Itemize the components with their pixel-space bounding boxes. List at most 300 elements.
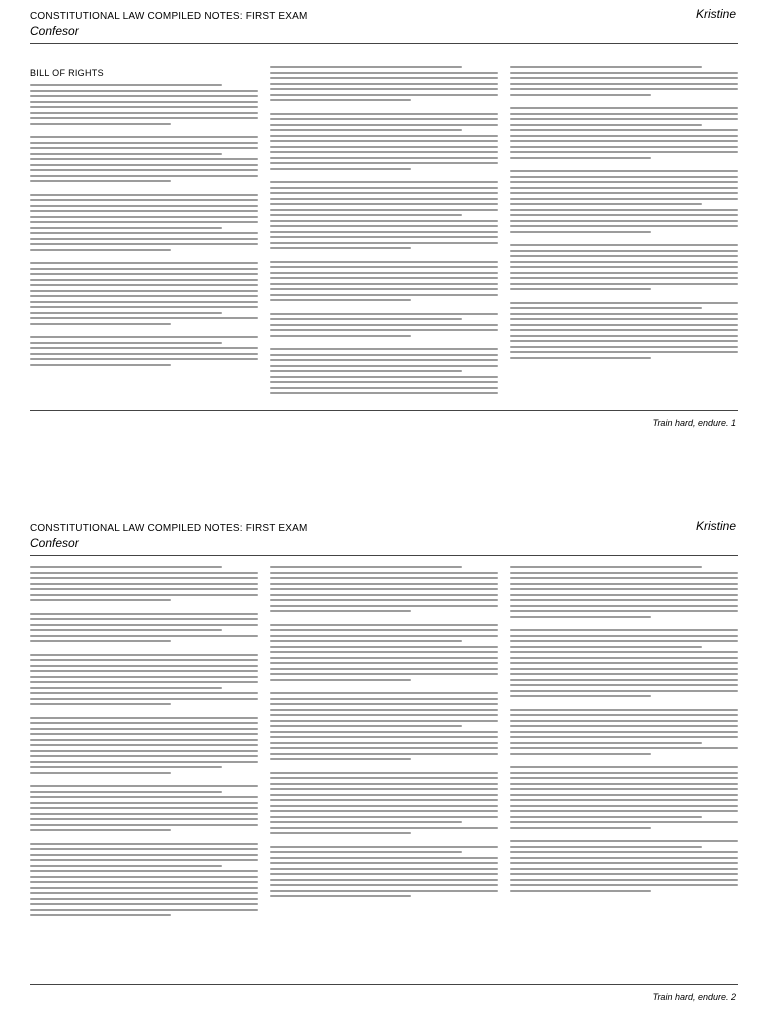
text-line bbox=[510, 140, 738, 142]
text-line bbox=[30, 829, 171, 831]
footer-divider bbox=[30, 984, 738, 985]
text-line bbox=[30, 342, 222, 344]
text-line bbox=[270, 594, 498, 596]
text-line bbox=[270, 668, 498, 670]
text-line bbox=[30, 887, 258, 889]
text-line bbox=[30, 698, 258, 700]
text-line bbox=[510, 277, 738, 279]
text-line bbox=[30, 317, 258, 319]
text-columns bbox=[30, 84, 738, 416]
text-line bbox=[30, 914, 171, 916]
text-line bbox=[270, 583, 498, 585]
text-line bbox=[510, 220, 738, 222]
text-line bbox=[510, 318, 738, 320]
text-line bbox=[270, 851, 462, 853]
text-line bbox=[270, 140, 498, 142]
text-line bbox=[270, 162, 498, 164]
text-line bbox=[510, 566, 702, 568]
text-line bbox=[30, 232, 258, 234]
text-line bbox=[510, 302, 738, 304]
text-line bbox=[270, 324, 498, 326]
text-line bbox=[270, 868, 498, 870]
text-line bbox=[30, 169, 258, 171]
text-line bbox=[30, 284, 258, 286]
text-line bbox=[30, 670, 258, 672]
text-line bbox=[30, 243, 258, 245]
text-line bbox=[30, 323, 171, 325]
text-line bbox=[510, 695, 651, 697]
text-line bbox=[30, 583, 258, 585]
document-title: CONSTITUTIONAL LAW COMPILED NOTES: FIRST EXAM bbox=[30, 523, 308, 534]
text-line bbox=[270, 266, 498, 268]
text-line bbox=[510, 261, 738, 263]
text-line bbox=[510, 646, 702, 648]
text-line bbox=[270, 657, 498, 659]
text-line bbox=[510, 124, 702, 126]
footer-divider bbox=[30, 410, 738, 411]
text-line bbox=[510, 340, 738, 342]
text-line bbox=[30, 903, 258, 905]
text-line bbox=[270, 692, 498, 694]
text-line bbox=[510, 288, 651, 290]
text-line bbox=[510, 684, 738, 686]
text-line bbox=[30, 588, 258, 590]
page-footer: Train hard, endure. 1 bbox=[652, 418, 736, 428]
text-line bbox=[510, 250, 738, 252]
text-line bbox=[270, 387, 498, 389]
text-line bbox=[30, 728, 258, 730]
text-line bbox=[510, 118, 738, 120]
text-line bbox=[270, 348, 498, 350]
text-line bbox=[30, 761, 258, 763]
text-line bbox=[270, 624, 498, 626]
text-line bbox=[270, 788, 498, 790]
text-line bbox=[510, 783, 738, 785]
text-line bbox=[30, 577, 258, 579]
text-line bbox=[30, 353, 258, 355]
text-line bbox=[30, 898, 258, 900]
text-line bbox=[270, 209, 498, 211]
text-line bbox=[510, 731, 738, 733]
text-line bbox=[270, 370, 462, 372]
text-line bbox=[270, 640, 462, 642]
text-line bbox=[270, 805, 498, 807]
text-line bbox=[30, 635, 258, 637]
text-line bbox=[30, 268, 258, 270]
text-line bbox=[30, 659, 258, 661]
text-line bbox=[270, 187, 498, 189]
text-line bbox=[30, 142, 258, 144]
text-line bbox=[270, 118, 498, 120]
text-line bbox=[30, 364, 171, 366]
text-line bbox=[30, 722, 258, 724]
text-line bbox=[30, 358, 258, 360]
text-line bbox=[510, 810, 738, 812]
text-line bbox=[30, 865, 222, 867]
text-line bbox=[270, 381, 498, 383]
text-line bbox=[510, 329, 738, 331]
text-line bbox=[270, 242, 498, 244]
text-line bbox=[30, 158, 258, 160]
text-line bbox=[270, 398, 411, 399]
text-line bbox=[30, 273, 258, 275]
text-line bbox=[270, 135, 498, 137]
text-line bbox=[270, 376, 498, 378]
text-line bbox=[510, 83, 738, 85]
text-line bbox=[510, 890, 651, 892]
text-line bbox=[510, 862, 738, 864]
text-line bbox=[270, 629, 498, 631]
text-line bbox=[30, 599, 171, 601]
text-line bbox=[30, 687, 222, 689]
text-line bbox=[510, 157, 651, 159]
text-column bbox=[510, 566, 738, 986]
text-line bbox=[30, 818, 258, 820]
text-line bbox=[270, 146, 498, 148]
text-line bbox=[30, 618, 258, 620]
text-line bbox=[30, 629, 222, 631]
text-line bbox=[510, 879, 738, 881]
text-line bbox=[30, 164, 258, 166]
text-line bbox=[30, 194, 258, 196]
text-line bbox=[30, 205, 258, 207]
text-line bbox=[510, 135, 738, 137]
text-line bbox=[270, 610, 411, 612]
text-line bbox=[270, 703, 498, 705]
text-line bbox=[270, 236, 498, 238]
text-line bbox=[510, 209, 738, 211]
text-line bbox=[270, 225, 498, 227]
text-line bbox=[270, 736, 498, 738]
text-line bbox=[30, 262, 258, 264]
text-line bbox=[270, 247, 411, 249]
text-line bbox=[510, 346, 738, 348]
text-line bbox=[270, 742, 498, 744]
text-line bbox=[510, 599, 738, 601]
text-line bbox=[30, 153, 222, 155]
text-line bbox=[510, 187, 738, 189]
section-title: BILL OF RIGHTS bbox=[30, 68, 104, 78]
text-line bbox=[270, 294, 498, 296]
text-column bbox=[510, 66, 738, 398]
text-line bbox=[270, 651, 498, 653]
text-line bbox=[510, 884, 738, 886]
text-line bbox=[270, 827, 498, 829]
text-line bbox=[30, 755, 258, 757]
text-line bbox=[270, 599, 498, 601]
text-line bbox=[30, 136, 258, 138]
text-line bbox=[270, 354, 498, 356]
text-line bbox=[270, 313, 498, 315]
text-line bbox=[270, 731, 498, 733]
text-line bbox=[270, 646, 498, 648]
text-line bbox=[510, 857, 738, 859]
text-line bbox=[510, 266, 738, 268]
text-line bbox=[270, 299, 411, 301]
text-line bbox=[30, 744, 258, 746]
text-line bbox=[510, 181, 738, 183]
text-line bbox=[510, 629, 738, 631]
text-line bbox=[510, 635, 738, 637]
text-line bbox=[30, 175, 258, 177]
text-line bbox=[510, 198, 738, 200]
text-line bbox=[510, 873, 738, 875]
text-line bbox=[30, 739, 258, 741]
text-line bbox=[510, 244, 738, 246]
document-subtitle: Confesor bbox=[30, 536, 79, 550]
text-line bbox=[30, 785, 258, 787]
text-line bbox=[270, 151, 498, 153]
text-line bbox=[510, 772, 738, 774]
text-line bbox=[510, 753, 651, 755]
text-line bbox=[30, 665, 258, 667]
text-line bbox=[30, 703, 171, 705]
text-line bbox=[30, 717, 258, 719]
text-line bbox=[30, 772, 171, 774]
text-line bbox=[510, 94, 651, 96]
text-line bbox=[30, 750, 258, 752]
text-line bbox=[270, 261, 498, 263]
text-line bbox=[270, 890, 498, 892]
text-line bbox=[270, 679, 411, 681]
text-line bbox=[270, 77, 498, 79]
text-line bbox=[270, 772, 498, 774]
text-line bbox=[30, 95, 258, 97]
text-line bbox=[510, 640, 738, 642]
text-line bbox=[510, 690, 738, 692]
text-line bbox=[270, 392, 498, 394]
text-line bbox=[30, 791, 222, 793]
text-line bbox=[510, 616, 651, 618]
text-line bbox=[30, 336, 258, 338]
text-line bbox=[270, 220, 498, 222]
text-line bbox=[510, 88, 738, 90]
text-line bbox=[30, 813, 258, 815]
text-line bbox=[270, 832, 411, 834]
text-line bbox=[270, 272, 498, 274]
text-line bbox=[30, 210, 258, 212]
text-line bbox=[270, 725, 462, 727]
text-line bbox=[30, 676, 258, 678]
text-line bbox=[510, 107, 738, 109]
page-footer: Train hard, endure. 2 bbox=[652, 992, 736, 1002]
text-line bbox=[270, 66, 462, 68]
header-divider bbox=[30, 555, 738, 556]
text-line bbox=[270, 635, 498, 637]
text-line bbox=[510, 714, 738, 716]
text-line bbox=[510, 747, 738, 749]
text-line bbox=[30, 848, 258, 850]
text-line bbox=[30, 216, 258, 218]
text-line bbox=[30, 227, 222, 229]
header-divider bbox=[30, 43, 738, 44]
text-line bbox=[510, 357, 651, 359]
text-line bbox=[510, 610, 738, 612]
text-line bbox=[30, 295, 258, 297]
text-line bbox=[30, 106, 258, 108]
text-line bbox=[510, 794, 738, 796]
text-columns bbox=[30, 566, 738, 986]
text-line bbox=[510, 146, 738, 148]
text-line bbox=[510, 594, 738, 596]
text-line bbox=[270, 335, 411, 337]
text-line bbox=[30, 766, 222, 768]
text-line bbox=[270, 203, 498, 205]
text-line bbox=[270, 673, 498, 675]
text-line bbox=[510, 583, 738, 585]
text-line bbox=[270, 157, 498, 159]
text-line bbox=[510, 742, 702, 744]
text-line bbox=[30, 613, 258, 615]
text-line bbox=[270, 124, 498, 126]
text-line bbox=[30, 733, 258, 735]
text-line bbox=[510, 851, 738, 853]
text-line bbox=[510, 77, 738, 79]
text-line bbox=[510, 577, 738, 579]
text-line bbox=[270, 777, 498, 779]
text-line bbox=[270, 799, 498, 801]
text-line bbox=[270, 329, 498, 331]
author-name: Kristine bbox=[695, 7, 736, 21]
text-line bbox=[510, 766, 738, 768]
text-line bbox=[510, 66, 702, 68]
text-line bbox=[510, 605, 738, 607]
text-line bbox=[270, 365, 498, 367]
text-line bbox=[510, 736, 738, 738]
text-line bbox=[30, 802, 258, 804]
text-line bbox=[270, 181, 498, 183]
text-line bbox=[510, 214, 738, 216]
text-line bbox=[270, 895, 411, 897]
text-line bbox=[30, 692, 258, 694]
text-line bbox=[510, 129, 738, 131]
text-line bbox=[270, 753, 498, 755]
text-line bbox=[270, 168, 411, 170]
text-line bbox=[270, 720, 498, 722]
text-line bbox=[270, 566, 462, 568]
text-line bbox=[30, 117, 258, 119]
text-line bbox=[30, 870, 258, 872]
text-line bbox=[270, 709, 498, 711]
document-subtitle: Confesor bbox=[30, 24, 79, 38]
text-line bbox=[510, 313, 738, 315]
text-line bbox=[30, 854, 258, 856]
text-line bbox=[510, 846, 702, 848]
text-line bbox=[270, 794, 498, 796]
text-line bbox=[510, 351, 738, 353]
text-line bbox=[270, 192, 498, 194]
text-line bbox=[270, 747, 498, 749]
text-line bbox=[270, 588, 498, 590]
text-line bbox=[510, 668, 738, 670]
text-line bbox=[30, 312, 222, 314]
text-line bbox=[270, 662, 498, 664]
text-line bbox=[510, 151, 738, 153]
text-column bbox=[270, 66, 498, 398]
text-line bbox=[510, 651, 738, 653]
text-column bbox=[30, 84, 258, 416]
text-line bbox=[510, 272, 738, 274]
text-line bbox=[270, 816, 498, 818]
text-line bbox=[510, 192, 738, 194]
text-line bbox=[510, 657, 738, 659]
text-line bbox=[270, 714, 498, 716]
text-line bbox=[270, 129, 462, 131]
text-line bbox=[510, 203, 702, 205]
text-line bbox=[270, 605, 498, 607]
text-line bbox=[30, 624, 258, 626]
text-line bbox=[30, 84, 222, 86]
text-line bbox=[270, 99, 411, 101]
text-line bbox=[510, 777, 738, 779]
text-line bbox=[510, 673, 738, 675]
text-line bbox=[30, 892, 258, 894]
text-line bbox=[270, 72, 498, 74]
text-line bbox=[30, 112, 258, 114]
text-line bbox=[270, 113, 498, 115]
text-line bbox=[270, 231, 498, 233]
text-line bbox=[30, 876, 258, 878]
text-line bbox=[510, 225, 738, 227]
text-line bbox=[510, 840, 738, 842]
text-line bbox=[270, 318, 462, 320]
text-line bbox=[510, 788, 738, 790]
text-line bbox=[510, 821, 738, 823]
text-line bbox=[510, 307, 702, 309]
text-line bbox=[270, 198, 498, 200]
text-line bbox=[270, 810, 498, 812]
text-line bbox=[270, 884, 498, 886]
text-line bbox=[510, 170, 738, 172]
text-line bbox=[30, 909, 258, 911]
text-line bbox=[270, 214, 462, 216]
text-line bbox=[30, 654, 258, 656]
text-line bbox=[510, 805, 738, 807]
text-line bbox=[30, 123, 171, 125]
text-line bbox=[510, 255, 738, 257]
text-line bbox=[270, 879, 498, 881]
text-line bbox=[510, 827, 651, 829]
text-column bbox=[270, 566, 498, 986]
text-line bbox=[30, 594, 258, 596]
text-line bbox=[510, 283, 738, 285]
text-line bbox=[510, 720, 738, 722]
text-line bbox=[30, 807, 258, 809]
text-line bbox=[30, 221, 258, 223]
text-line bbox=[270, 288, 498, 290]
text-line bbox=[270, 758, 411, 760]
text-line bbox=[30, 90, 258, 92]
author-name: Kristine bbox=[695, 519, 736, 533]
text-line bbox=[30, 566, 222, 568]
text-line bbox=[270, 698, 498, 700]
text-line bbox=[270, 873, 498, 875]
text-line bbox=[30, 147, 258, 149]
text-line bbox=[270, 283, 498, 285]
document-title: CONSTITUTIONAL LAW COMPILED NOTES: FIRST EXAM bbox=[30, 11, 308, 22]
text-line bbox=[30, 859, 258, 861]
text-line bbox=[30, 290, 258, 292]
text-line bbox=[510, 662, 738, 664]
text-line bbox=[30, 238, 258, 240]
text-line bbox=[510, 588, 738, 590]
document-page-2 bbox=[0, 512, 768, 1024]
text-line bbox=[510, 868, 738, 870]
text-line bbox=[270, 862, 498, 864]
text-line bbox=[30, 101, 258, 103]
text-line bbox=[510, 113, 738, 115]
text-line bbox=[270, 846, 498, 848]
